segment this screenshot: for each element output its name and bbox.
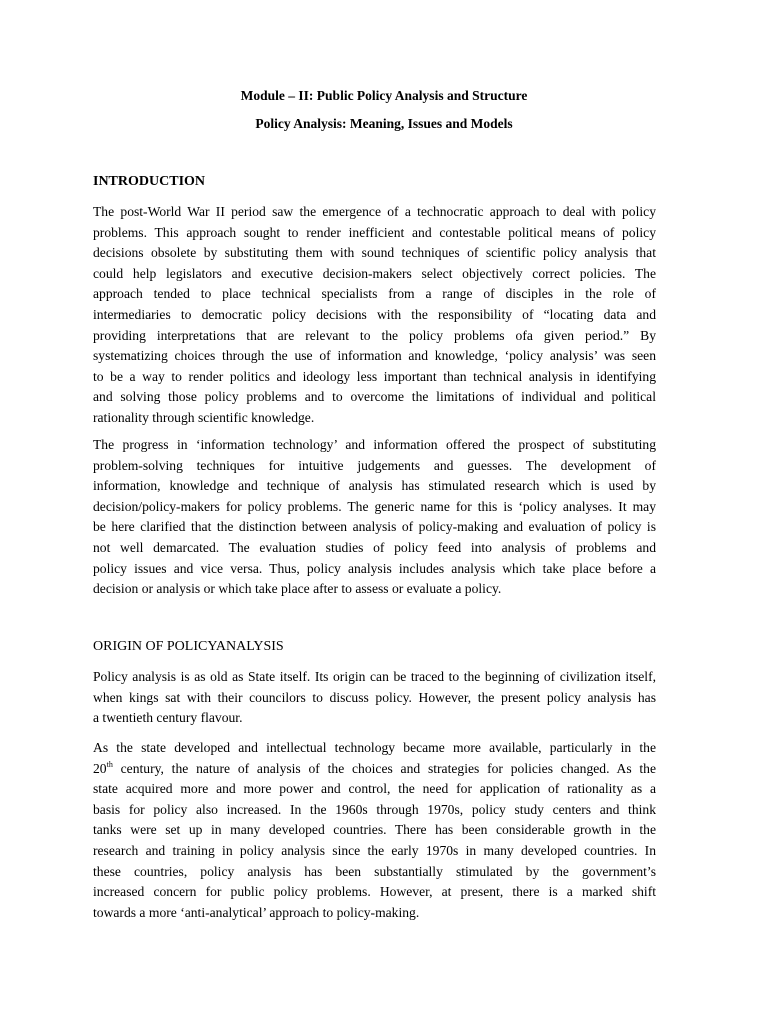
paragraph-intro-2 [93,435,656,600]
text-line: increased concern for public policy problems. However, at present, there is a marked shift [93,884,656,900]
module-title: Module – II: Public Policy Analysis and Structure [240,88,528,103]
text-line: research and training in policy analysis since the early 1970s in many developed countries. In [93,842,656,858]
text-line: be here clarified that the distinction between analysis of policy-making and evaluation of policy is [93,519,656,535]
paragraph-origin-1 [93,667,656,729]
text-line: policy issues and vice versa. Thus, policy analysis includes analysis which take place before a [93,560,656,576]
ordinal-superscript: th [106,759,113,769]
text-line-remainder: century, the nature of analysis of the choices and strategies for policies changed. As the [120,760,657,776]
text-line: decision/policy-makers for policy problems. The generic name for this is ‘policy analyses. It may [93,498,656,514]
section-heading-introduction: INTRODUCTION [93,174,206,189]
text-line: basis for policy also increased. In the 1960s through 1970s, policy study centers and think [93,801,656,817]
document-subtitle: Policy Analysis: Meaning, Issues and Models [255,116,513,131]
text-line: decisions obsolete by substituting them with sound techniques of scientific policy analysis that [93,245,656,261]
text-line: a twentieth century flavour. [93,710,243,726]
text-line: to be a way to render politics and ideology less important than technical analysis in identifying [93,368,656,384]
text-line: The post-World War II period saw the emergence of a technocratic approach to deal with policy [93,204,656,219]
century-number: 20 [93,760,107,776]
text-line: not well demarcated. The evaluation studies of policy feed into analysis of problems and [93,539,656,555]
text-line: state acquired more and more power and control, the need for application of rationality as a [93,781,656,797]
text-line: The progress in ‘information technology’ and information offered the prospect of substituting [93,437,656,452]
text-line: towards a more ‘anti-analytical’ approach to policy-making. [93,904,420,920]
text-line: problems. This approach sought to render inefficient and contestable political means of policy [93,224,656,240]
text-line: information, knowledge and technique of analysis has stimulated research which is used by [93,478,656,494]
text-line: intermediaries to democratic policy decisions with the responsibility of “locating data and [93,306,656,322]
text-line: these countries, policy analysis has been substantially stimulated by the government’s [93,863,656,879]
section-heading-origin: ORIGIN OF POLICYANALYSIS [93,639,284,654]
text-line: tanks were set up in many developed countries. There has been considerable growth in the [93,822,656,838]
text-line: decision or analysis or which take place after to assess or evaluate a policy. [93,581,502,597]
paragraph-origin-2 [93,738,656,923]
text-line: As the state developed and intellectual technology became more available, particularly in the [93,740,656,755]
text-line: approach tended to place technical specialists from a range of disciples in the role of [93,286,656,302]
text-line: and solving those policy problems and to overcome the limitations of individual and political [93,389,656,405]
text-line: systematizing choices through the use of information and knowledge, ‘policy analysis’ was seen [93,348,656,364]
text-line: Policy analysis is as old as State itself. Its origin can be traced to the beginning of civilization itself, [93,669,656,684]
text-line: rationality through scientific knowledge. [93,409,315,425]
text-line: could help legislators and executive decision-makers select objectively correct policies. The [93,265,656,281]
paragraph-intro-1 [93,202,656,429]
text-line: when kings sat with their councilors to discuss policy. However, the present policy analysis has [93,689,656,705]
text-line-with-superscript [93,759,656,780]
text-line: providing interpretations that are relevant to the policy problems ofa given period.” By [93,327,656,343]
text-line: problem-solving techniques for intuitive judgements and guesses. The development of [93,457,656,473]
